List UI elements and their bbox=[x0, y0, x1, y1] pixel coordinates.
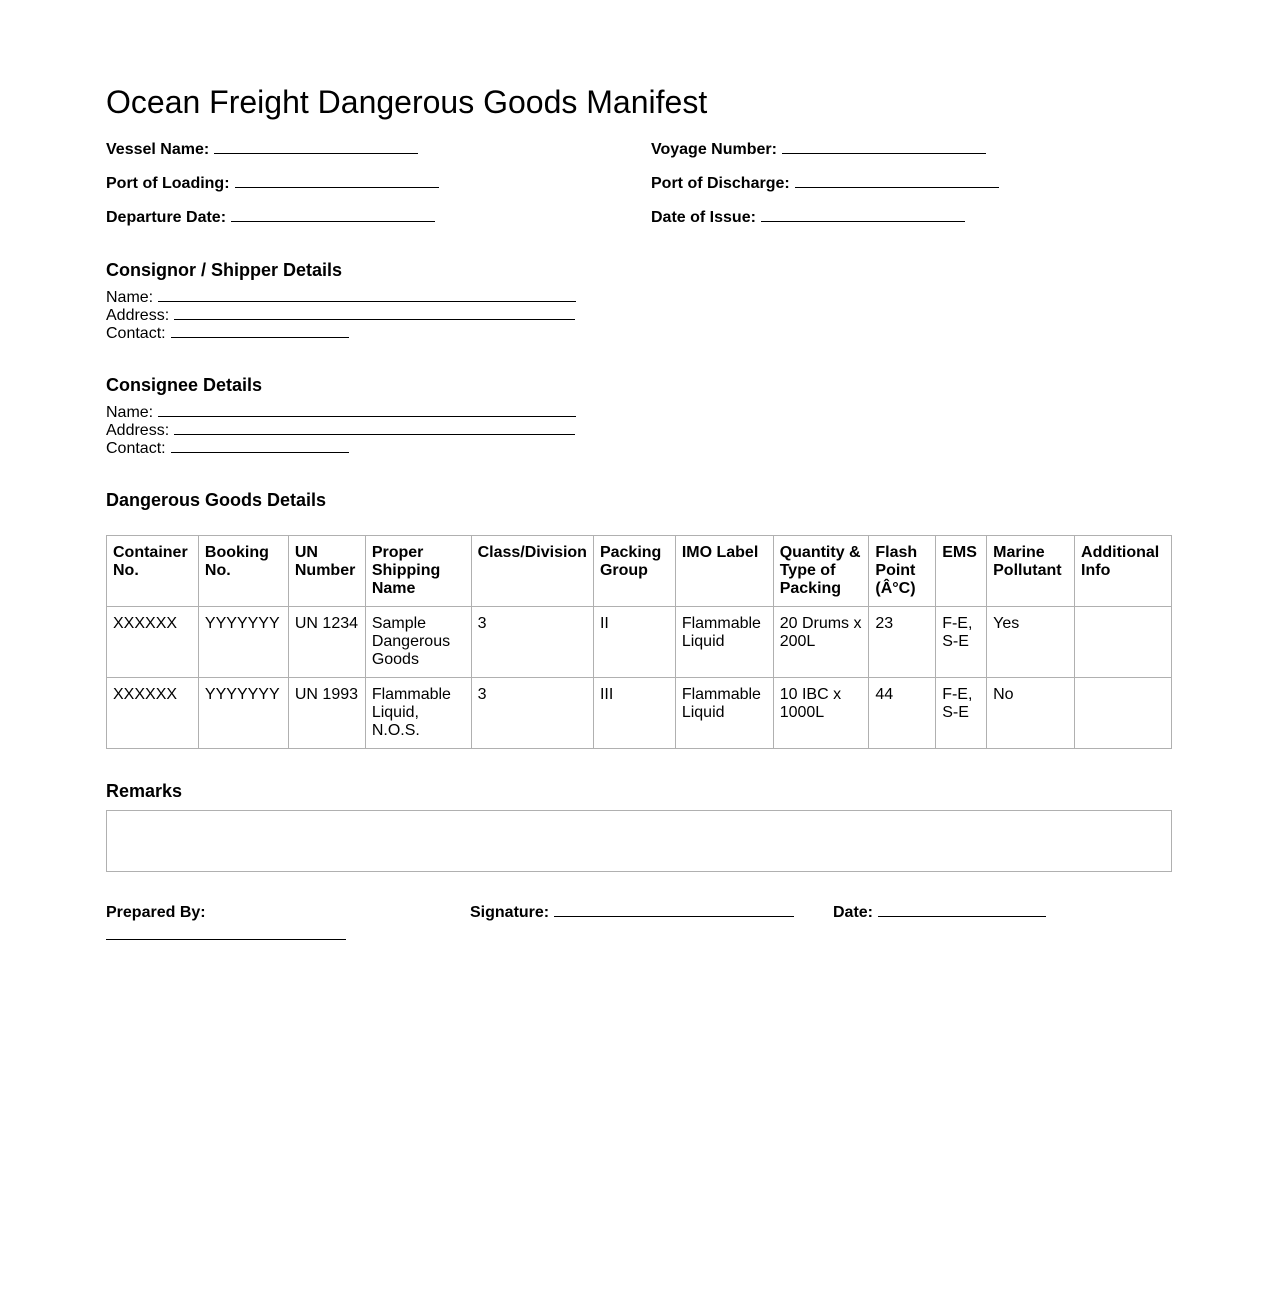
meta-row-dates bbox=[106, 207, 1172, 241]
voyage-number-label: Voyage Number: bbox=[651, 141, 777, 158]
consignor-address-label: Address: bbox=[106, 307, 170, 324]
table-row bbox=[107, 607, 1172, 678]
port-of-discharge-field[interactable] bbox=[651, 173, 999, 195]
cell-quantity-type: 20 Drums x 200L bbox=[773, 607, 869, 678]
consignor-name-blank[interactable] bbox=[158, 288, 576, 302]
consignee-section-title: Consignee Details bbox=[106, 375, 263, 395]
cell-class-division: 3 bbox=[471, 678, 593, 749]
cell-marine-pollutant: No bbox=[987, 678, 1075, 749]
consignee-name-field[interactable] bbox=[106, 403, 576, 421]
dangerous-goods-table bbox=[106, 535, 1172, 749]
departure-date-label: Departure Date: bbox=[106, 209, 227, 226]
prepared-by-field[interactable] bbox=[106, 902, 206, 924]
consignor-contact-label: Contact: bbox=[106, 325, 166, 342]
cell-marine-pollutant: Yes bbox=[987, 607, 1075, 678]
voyage-number-blank[interactable] bbox=[782, 139, 986, 154]
meta-row-vessel bbox=[106, 139, 1172, 173]
cell-proper-shipping-name: Flammable Liquid, N.O.S. bbox=[365, 678, 471, 749]
prepared-by-label: Prepared By: bbox=[106, 904, 206, 921]
consignee-name-label: Name: bbox=[106, 404, 154, 421]
consignor-name-label: Name: bbox=[106, 289, 154, 306]
col-header-proper-shipping-name: Proper Shipping Name bbox=[365, 536, 471, 607]
meta-row-ports bbox=[106, 173, 1172, 207]
col-header-container-no: Container No. bbox=[107, 536, 199, 607]
cell-packing-group: III bbox=[593, 678, 675, 749]
consignee-name-blank[interactable] bbox=[158, 403, 576, 417]
dangerous-goods-section-title: Dangerous Goods Details bbox=[106, 490, 327, 510]
date-of-issue-blank[interactable] bbox=[761, 207, 965, 222]
cell-imo-label: Flammable Liquid bbox=[675, 678, 773, 749]
consignor-address-field[interactable] bbox=[106, 306, 576, 324]
col-header-additional-info: Additional Info bbox=[1075, 536, 1172, 607]
vessel-name-label: Vessel Name: bbox=[106, 141, 210, 158]
consignor-contact-blank[interactable] bbox=[171, 324, 349, 338]
vessel-name-blank[interactable] bbox=[214, 139, 418, 154]
port-of-discharge-label: Port of Discharge: bbox=[651, 175, 790, 192]
shipment-meta bbox=[106, 139, 1172, 241]
cell-booking-no: YYYYYYY bbox=[198, 678, 288, 749]
cell-proper-shipping-name: Sample Dangerous Goods bbox=[365, 607, 471, 678]
consignee-details bbox=[106, 403, 576, 457]
cell-booking-no: YYYYYYY bbox=[198, 607, 288, 678]
consignee-address-field[interactable] bbox=[106, 421, 576, 439]
cell-container-no: XXXXXX bbox=[107, 607, 199, 678]
cell-class-division: 3 bbox=[471, 607, 593, 678]
departure-date-field[interactable] bbox=[106, 207, 435, 229]
date-label: Date: bbox=[833, 904, 874, 921]
consignor-address-blank[interactable] bbox=[174, 306, 575, 320]
cell-packing-group: II bbox=[593, 607, 675, 678]
cell-ems: F-E, S-E bbox=[936, 607, 987, 678]
signature-blank[interactable] bbox=[554, 902, 794, 917]
departure-date-blank[interactable] bbox=[231, 207, 435, 222]
prepared-by-blank[interactable] bbox=[106, 938, 346, 940]
cell-flash-point: 44 bbox=[869, 678, 936, 749]
cell-container-no: XXXXXX bbox=[107, 678, 199, 749]
consignee-address-blank[interactable] bbox=[174, 421, 575, 435]
col-header-booking-no: Booking No. bbox=[198, 536, 288, 607]
consignee-contact-label: Contact: bbox=[106, 440, 166, 457]
cell-un-number: UN 1993 bbox=[288, 678, 365, 749]
port-of-loading-blank[interactable] bbox=[235, 173, 439, 188]
cell-additional-info bbox=[1075, 607, 1172, 678]
col-header-ems: EMS bbox=[936, 536, 987, 607]
date-blank[interactable] bbox=[878, 902, 1046, 917]
consignor-section-title: Consignor / Shipper Details bbox=[106, 260, 343, 280]
remarks-section-title: Remarks bbox=[106, 781, 183, 801]
cell-flash-point: 23 bbox=[869, 607, 936, 678]
col-header-marine-pollutant: Marine Pollutant bbox=[987, 536, 1075, 607]
port-of-loading-label: Port of Loading: bbox=[106, 175, 230, 192]
consignor-name-field[interactable] bbox=[106, 288, 576, 306]
consignee-contact-blank[interactable] bbox=[171, 439, 349, 453]
cell-un-number: UN 1234 bbox=[288, 607, 365, 678]
table-header-row bbox=[107, 536, 1172, 607]
consignee-address-label: Address: bbox=[106, 422, 170, 439]
cell-quantity-type: 10 IBC x 1000L bbox=[773, 678, 869, 749]
table-row bbox=[107, 678, 1172, 749]
consignor-details bbox=[106, 288, 576, 342]
voyage-number-field[interactable] bbox=[651, 139, 986, 161]
col-header-packing-group: Packing Group bbox=[593, 536, 675, 607]
vessel-name-field[interactable] bbox=[106, 139, 418, 161]
signature-label: Signature: bbox=[470, 904, 550, 921]
date-of-issue-label: Date of Issue: bbox=[651, 209, 756, 226]
cell-ems: F-E, S-E bbox=[936, 678, 987, 749]
date-field[interactable] bbox=[833, 902, 1046, 924]
port-of-loading-field[interactable] bbox=[106, 173, 439, 195]
date-of-issue-field[interactable] bbox=[651, 207, 965, 229]
col-header-quantity-type: Quantity & Type of Packing bbox=[773, 536, 869, 607]
cell-imo-label: Flammable Liquid bbox=[675, 607, 773, 678]
port-of-discharge-blank[interactable] bbox=[795, 173, 999, 188]
remarks-box[interactable] bbox=[106, 810, 1172, 872]
col-header-class-division: Class/Division bbox=[471, 536, 593, 607]
page-title: Ocean Freight Dangerous Goods Manifest bbox=[106, 84, 708, 120]
col-header-imo-label: IMO Label bbox=[675, 536, 773, 607]
cell-additional-info bbox=[1075, 678, 1172, 749]
signature-field[interactable] bbox=[470, 902, 794, 924]
consignor-contact-field[interactable] bbox=[106, 324, 576, 342]
consignee-contact-field[interactable] bbox=[106, 439, 576, 457]
col-header-un-number: UN Number bbox=[288, 536, 365, 607]
col-header-flash-point: Flash Point (Â°C) bbox=[869, 536, 936, 607]
